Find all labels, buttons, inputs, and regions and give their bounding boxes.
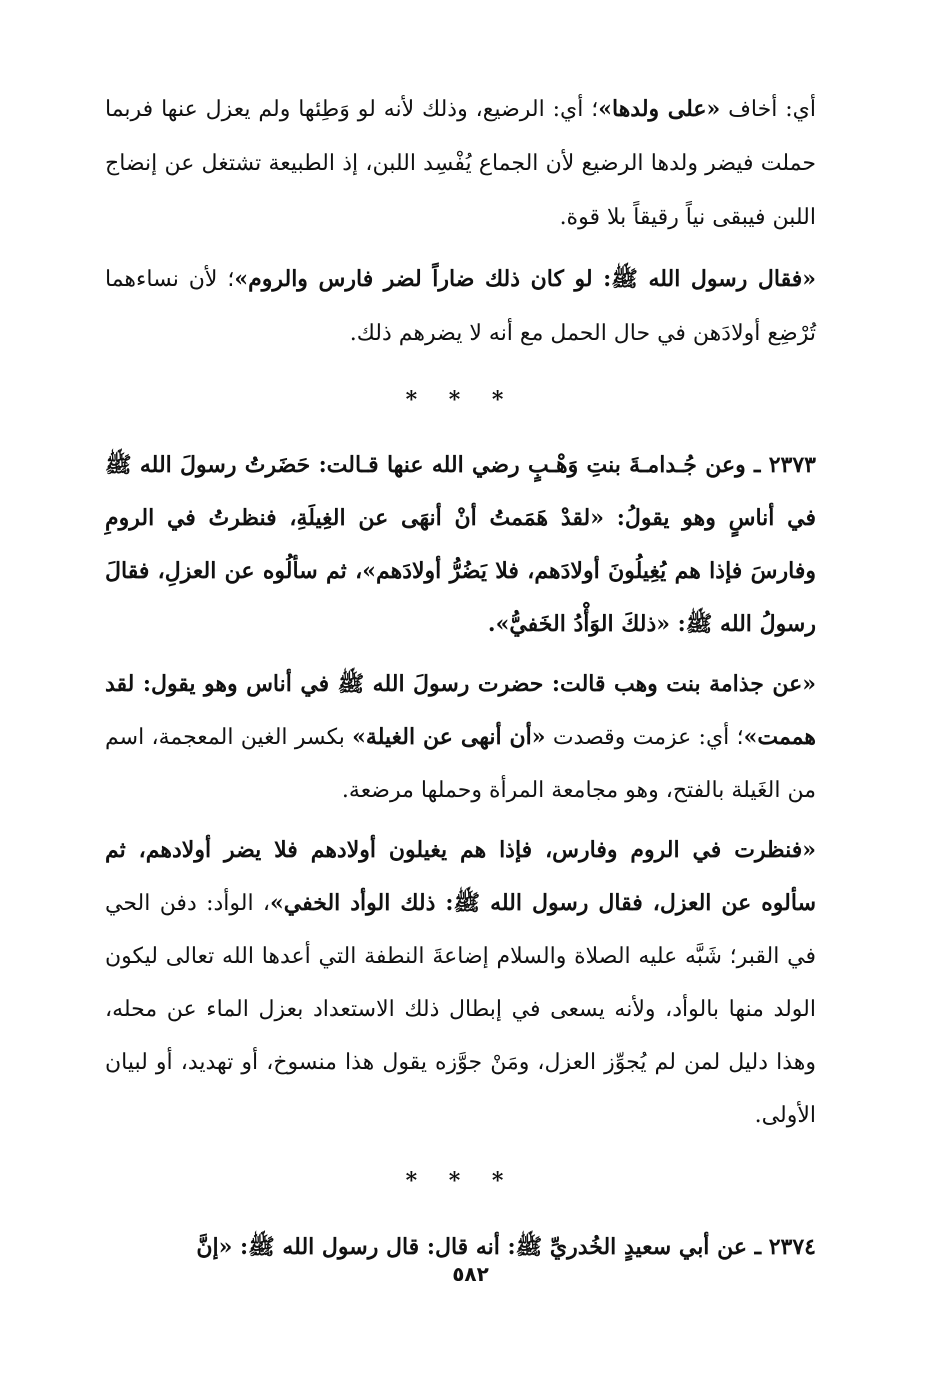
bold-text-run: «فنظرت في الروم وفارس، فإذا هم يغيلون أولادهم فلا يضر أولادهم، ثم سألوه عن العزل، فقال رسول الله ﷺ: ذلك الوأد الخفي» — [105, 837, 816, 916]
text-run: ؛ أي: الرضيع، وذلك لأنه لو وَطِئها ولم يعزل عنها فربما حملت فيضر ولدها الرضيع لأن الجماع يُفْسِد اللبن، إذ الطبيعة تشتغل عن إنضاج اللبن فيبقى نياً رقيقاً بلا قوة. — [105, 97, 816, 230]
text-run: ؛ لأن نساءهما تُرْضِع أولادَهن في حال الحمل مع أنه لا يضرهم ذلك. — [105, 267, 816, 346]
commentary-paragraph-wad — [105, 824, 816, 1142]
bold-text-run: «على ولدها» — [598, 96, 721, 122]
text-run: بكسر الغين المعجمة، اسم من الغَيلة بالفتح، وهو مجامعة المرأة وحملها مرضعة. — [105, 725, 816, 803]
bold-text-run: ٢٣٧٤ ـ عن أبي سعيدٍ الخُدريِّ ﷺ: أنه قال: قال رسول الله ﷺ: «إنَّ — [196, 1234, 816, 1260]
bold-text-run: ٢٣٧٣ ـ وعن جُـدامـةَ بنتِ وَهْـبٍ رضي الله عنها قـالت: حَضَرتُ رسولَ الله ﷺ في أناسٍ وهو يقولُ: «لقدْ هَمَمتُ أنْ أنهَى عن الغِيلَةِ، فنظرتُ في الرومِ وفارسَ فإذا هم يُغِيلُونَ أولادَهم، فلا يَضُرُّ أولادَهم»، ثم سألُوه عن العزلِ، فقالَ رسولُ الله ﷺ: «ذلكَ الوَأْدُ الخَفيُّ». — [105, 452, 816, 637]
commentary-paragraph-ghila — [105, 658, 816, 817]
text-run: ؛ أي: عزمت وقصدت — [545, 725, 744, 750]
text-run: ، الوأد: دفن الحي في القبر؛ شَبَّه عليه الصلاة والسلام إضاعةَ النطفة التي أعدها الله تعالى ليكون الولد منها بالوأد، ولأنه يسعى في إبطال ذلك الاستعداد بعزل الماء عن محله، وهذا دليل لمن لم يُجوِّز العزل، ومَنْ جوَّزه يقول هذا منسوخ، أو تهديد، أو لبيان الأولى. — [105, 891, 816, 1128]
hadith-2373-text — [105, 439, 816, 651]
bold-text-run: «أن أنهى عن الغيلة» — [352, 724, 546, 750]
commentary-paragraph-child-harm — [105, 82, 816, 245]
section-separator: * * * — [405, 387, 516, 413]
bold-text-run: «فقال رسول الله ﷺ: لو كان ذلك ضاراً لضر فارس والروم» — [234, 266, 816, 292]
page-number: ٥٨٢ — [452, 1262, 489, 1286]
section-separator: * * * — [405, 1168, 516, 1194]
text-run: أي: أخاف — [720, 97, 816, 122]
commentary-paragraph-persians-romans — [105, 252, 816, 361]
bold-text-run: «عن جذامة بنت وهب قالت: حضرت رسولَ الله ﷺ في أناس وهو يقول: لقد هممت» — [105, 671, 816, 750]
